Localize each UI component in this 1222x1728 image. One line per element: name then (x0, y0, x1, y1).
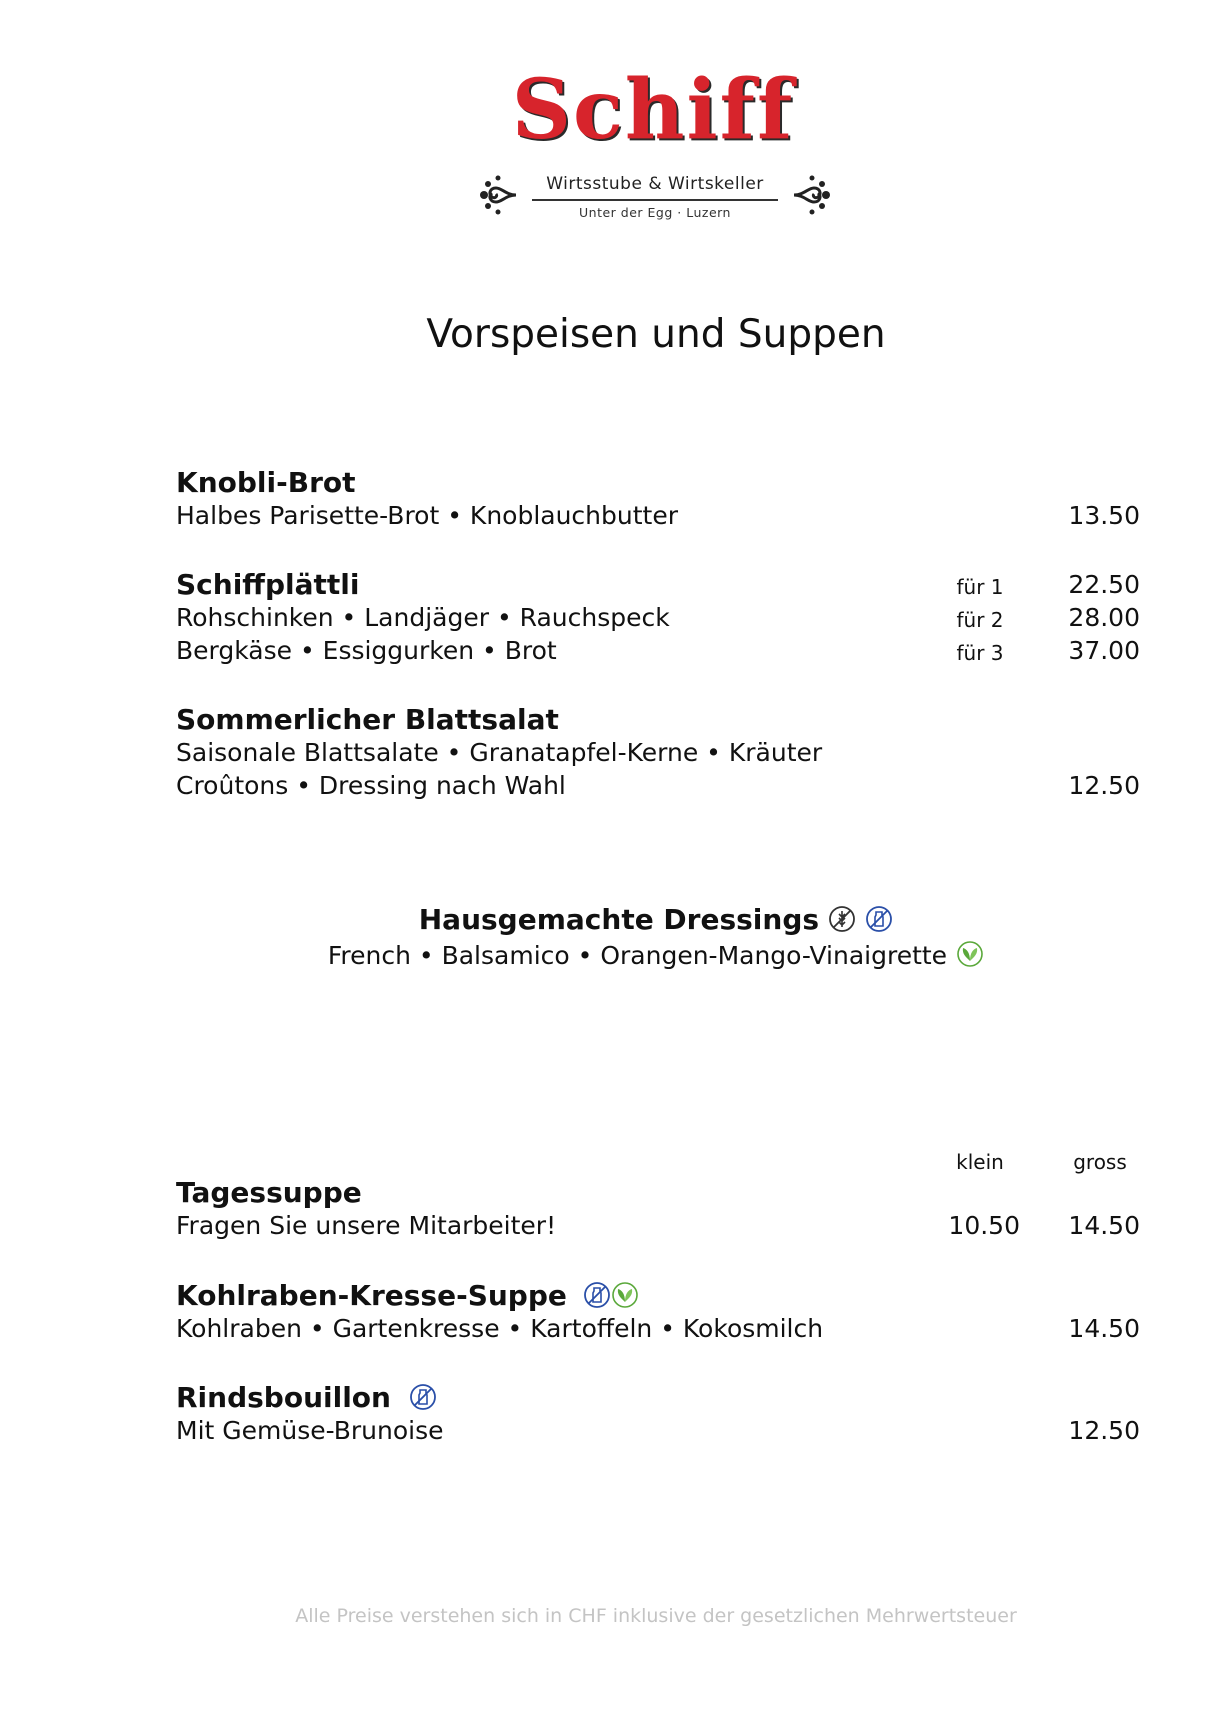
item-name-kohlraben (176, 1279, 639, 1312)
item-price-tagessuppe-klein: 10.50 (948, 1211, 1020, 1240)
item-desc-schiffplaettli-line1: Rohschinken • Landjäger • Rauchspeck (176, 603, 670, 632)
item-desc-knobli-brot: Halbes Parisette-Brot • Knoblauchbutter (176, 501, 679, 530)
item-desc-schiffplaettli-line2: Bergkäse • Essiggurken • Brot (176, 636, 557, 665)
footer-note: Alle Preise verstehen sich in CHF inklusive der gesetzlichen Mehrwertsteuer (295, 1605, 1017, 1627)
item-name-kohlraben-text: Kohlraben-Kresse-Suppe (176, 1279, 567, 1312)
item-name-schiffplaettli: Schiffplättli (176, 568, 360, 601)
item-price-schiffplaettli-3: 37.00 (1068, 636, 1140, 665)
logo-divider (532, 199, 778, 201)
vegan-icon (611, 1281, 639, 1309)
item-price-blattsalat: 12.50 (1068, 771, 1140, 800)
ornament-left-icon (476, 170, 520, 220)
logo-wordmark: Schiff (511, 62, 795, 158)
size-label-2: für 2 (956, 608, 1004, 632)
item-desc-blattsalat-line1: Saisonale Blattsalate • Granatapfel-Kerne • Kräuter (176, 738, 823, 767)
item-price-tagessuppe-gross: 14.50 (1068, 1211, 1140, 1240)
item-name-blattsalat: Sommerlicher Blattsalat (176, 703, 559, 736)
dressings-heading (0, 903, 1222, 936)
dressings-title: Hausgemachte Dressings (418, 903, 820, 936)
item-price-rindsbouillon: 12.50 (1068, 1416, 1140, 1445)
restaurant-logo (470, 62, 850, 226)
lactose-free-icon (583, 1281, 611, 1309)
ornament-right-icon (790, 170, 834, 220)
item-price-schiffplaettli-2: 28.00 (1068, 603, 1140, 632)
item-price-schiffplaettli-1: 22.50 (1068, 570, 1140, 599)
vegan-icon (956, 940, 984, 968)
item-name-tagessuppe: Tagessuppe (176, 1176, 362, 1209)
gluten-free-icon (828, 905, 856, 933)
item-price-kohlraben: 14.50 (1068, 1314, 1140, 1343)
item-desc-kohlraben: Kohlraben • Gartenkresse • Kartoffeln • Kokosmilch (176, 1314, 824, 1343)
size-label-3: für 3 (956, 641, 1004, 665)
size-label-1: für 1 (956, 575, 1004, 599)
dressings-list-line (0, 940, 1222, 970)
page-title: Vorspeisen und Suppen (426, 312, 886, 357)
lactose-free-icon (865, 905, 893, 933)
lactose-free-icon (409, 1383, 437, 1411)
column-header-gross: gross (1073, 1150, 1127, 1174)
item-desc-rindsbouillon: Mit Gemüse-Brunoise (176, 1416, 444, 1445)
logo-subtitle: Wirtsstube & Wirtskeller (546, 174, 764, 194)
item-name-rindsbouillon-text: Rindsbouillon (176, 1381, 391, 1414)
item-desc-blattsalat-line2: Croûtons • Dressing nach Wahl (176, 771, 566, 800)
item-name-knobli-brot: Knobli-Brot (176, 466, 356, 499)
logo-location: Unter der Egg · Luzern (579, 205, 731, 220)
item-price-knobli-brot: 13.50 (1068, 501, 1140, 530)
dressings-list: French • Balsamico • Orangen-Mango-Vinaigrette (327, 941, 948, 970)
item-name-rindsbouillon (176, 1381, 437, 1414)
column-header-klein: klein (956, 1150, 1004, 1174)
item-desc-tagessuppe: Fragen Sie unsere Mitarbeiter! (176, 1211, 557, 1240)
